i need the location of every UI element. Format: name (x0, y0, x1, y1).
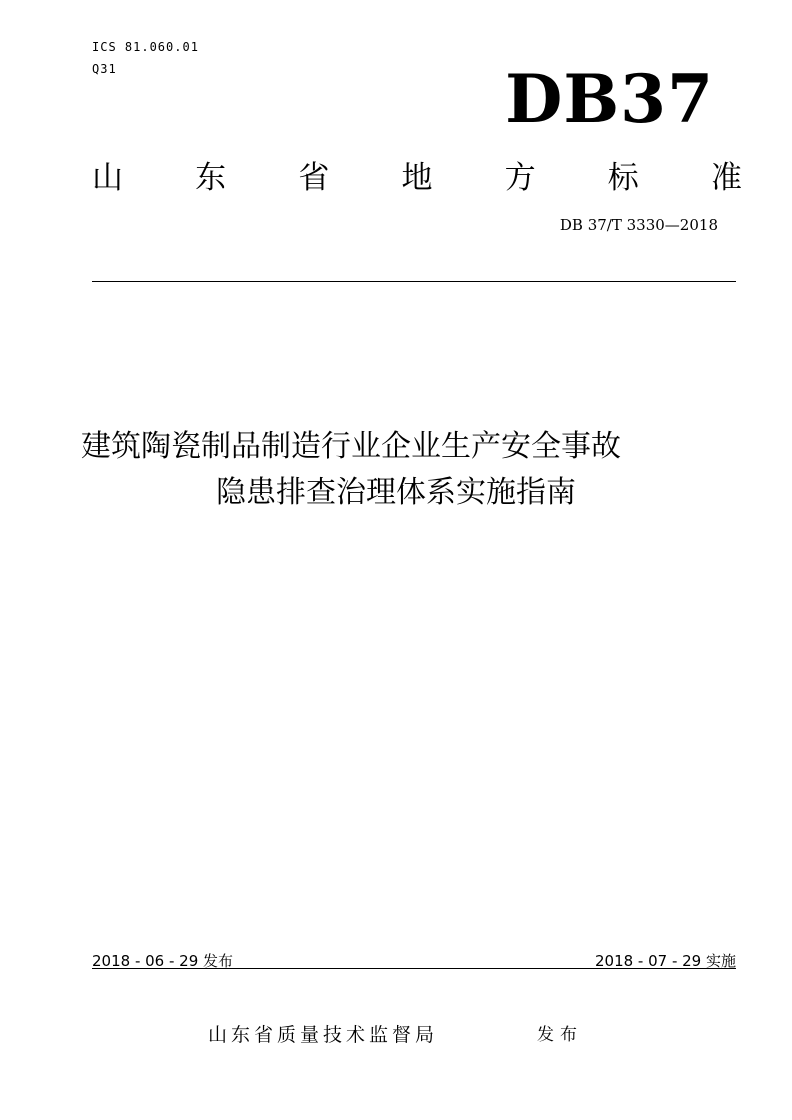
top-divider (92, 281, 736, 282)
standard-name-char: 山 (92, 159, 123, 196)
db-mark: DB37 (505, 60, 714, 138)
issuing-authority: 山东省质量技术监督局 (208, 1024, 439, 1046)
issue-label: 发布 (537, 1025, 583, 1045)
publish-date: 2018 - 06 - 29 发布 (92, 952, 234, 970)
standard-name-char: 省 (298, 159, 330, 196)
standard-name-char: 东 (195, 159, 227, 196)
title-line-1: 建筑陶瓷制品制造行业企业生产安全事故 (81, 429, 621, 464)
document-title (40, 424, 752, 516)
standard-name-char: 准 (710, 159, 742, 196)
standard-name-char: 方 (504, 159, 536, 196)
implement-date: 2018 - 07 - 29 实施 (594, 952, 736, 970)
bottom-divider (92, 968, 736, 969)
standard-name-char: 地 (401, 159, 433, 196)
ics-code: ICS 81.060.01 (92, 40, 199, 54)
standard-name (92, 152, 742, 196)
title-line-2: 隐患排查治理体系实施指南 (216, 475, 576, 510)
standard-name-char: 标 (607, 159, 639, 196)
standard-number: DB 37/T 3330—2018 (559, 216, 718, 234)
ccs-code: Q31 (92, 62, 117, 76)
